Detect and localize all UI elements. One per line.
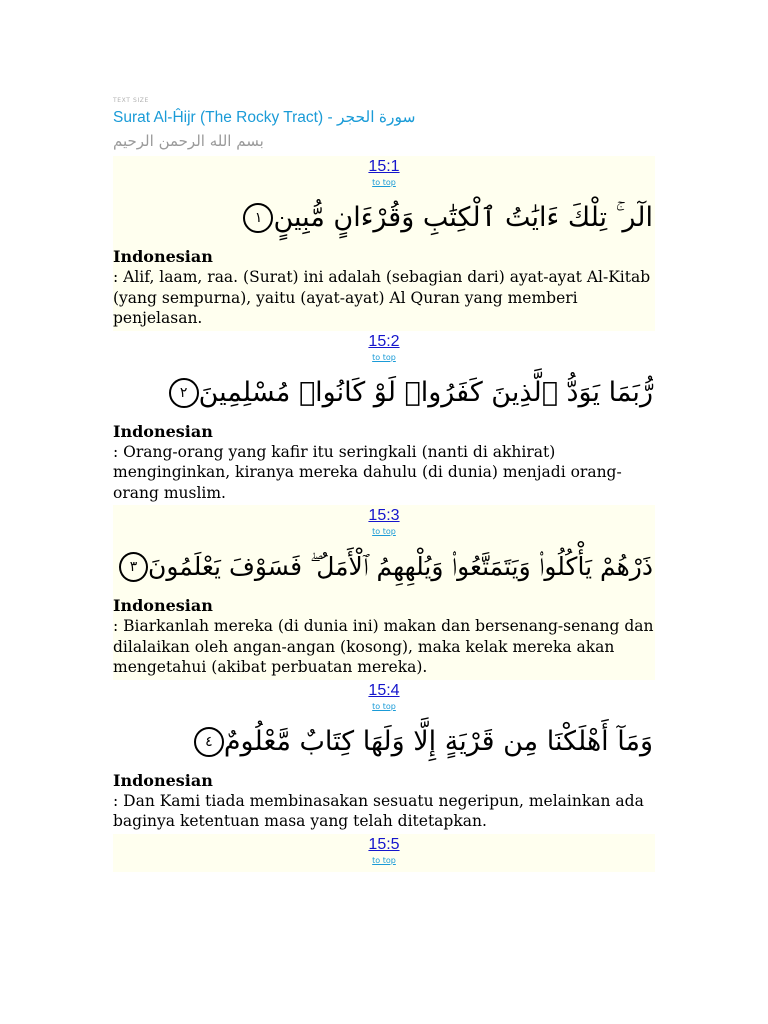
to-top-link[interactable]: to top bbox=[372, 855, 396, 865]
arabic-verse-row bbox=[113, 538, 655, 596]
verse-block bbox=[113, 331, 655, 506]
ayah-number-marker: ١ bbox=[243, 203, 273, 233]
translation-text: : Alif, laam, raa. (Surat) ini adalah (sebagian dari) ayat-ayat Al-Kitab (yang sempurna), yaitu (ayat-ayat) Al Quran yang memberi penjelasan. bbox=[113, 268, 651, 327]
verse-block bbox=[113, 834, 655, 872]
ayah-number-marker: ٣ bbox=[119, 552, 148, 582]
arabic-verse-text: رُّبَمَا يَوَدُّ ٱلَّذِينَ كَفَرُوا۟ لَوْ كَانُوا۟ مُسْلِمِينَ bbox=[198, 376, 653, 408]
to-top-link[interactable]: to top bbox=[372, 701, 396, 711]
verse-number-link[interactable]: 15:5 bbox=[368, 835, 400, 853]
translation-language: Indonesian bbox=[113, 596, 213, 615]
verse-block bbox=[113, 505, 655, 680]
to-top-link[interactable]: to top bbox=[372, 527, 396, 536]
verse-block bbox=[113, 156, 655, 331]
translation-language: Indonesian bbox=[113, 421, 213, 441]
surah-title: Surat Al-Ĥijr (The Rocky Tract) - سورة الحجر bbox=[113, 109, 416, 126]
translation-text: : Biarkanlah mereka (di dunia ini) makan dan bersenang-senang dan dilalaikan oleh angan-angan (kosong), maka kelak mereka akan mengetahui (akibat perbuatan mereka). bbox=[113, 617, 654, 676]
translation-text: : Orang-orang yang kafir itu seringkali (nanti di akhirat) menginginkan, kiranya mereka dahulu (di dunia) menjadi orang-orang muslim. bbox=[113, 442, 622, 502]
translation-language: Indonesian bbox=[113, 770, 213, 790]
page-content bbox=[113, 96, 655, 872]
verse-number-link[interactable]: 15:2 bbox=[368, 332, 400, 350]
bismillah: بسم الله الرحمن الرحيم bbox=[113, 132, 264, 150]
to-top-link[interactable]: to top bbox=[372, 352, 396, 362]
translation-text: : Dan Kami tiada membinasakan sesuatu negeripun, melainkan ada baginya ketentuan masa yang telah ditetapkan. bbox=[113, 791, 644, 830]
verse-number-link[interactable]: 15:1 bbox=[368, 158, 400, 175]
verse-number-link[interactable]: 15:4 bbox=[368, 681, 400, 699]
arabic-verse-row bbox=[113, 189, 655, 247]
arabic-verse-text: وَمَآ أَهْلَكْنَا مِن قَرْيَةٍ إِلَّا وَلَهَا كِتَابٌ مَّعْلُومٌ bbox=[223, 725, 653, 757]
arabic-verse-text: ذَرْهُمْ يَأْكُلُوا۟ وَيَتَمَتَّعُوا۟ وَيُلْهِهِمُ ٱلْأَمَلُ ۖ فَسَوْفَ يَعْلَمُونَ bbox=[147, 552, 653, 581]
arabic-verse-row bbox=[113, 364, 655, 422]
verse-number-link[interactable]: 15:3 bbox=[368, 507, 400, 524]
arabic-verse-text: الٓر ۚ تِلْكَ ءَايَٰتُ ٱلْكِتَٰبِ وَقُرْءَانٍ مُّبِينٍ bbox=[273, 202, 653, 233]
text-size-label[interactable]: TEXT SIZE bbox=[113, 97, 149, 104]
ayah-number-marker: ٤ bbox=[194, 727, 224, 757]
ayah-number-marker: ٢ bbox=[169, 378, 199, 408]
to-top-link[interactable]: to top bbox=[372, 178, 396, 187]
arabic-verse-row bbox=[113, 713, 655, 771]
translation-language: Indonesian bbox=[113, 247, 213, 266]
verse-block bbox=[113, 680, 655, 834]
